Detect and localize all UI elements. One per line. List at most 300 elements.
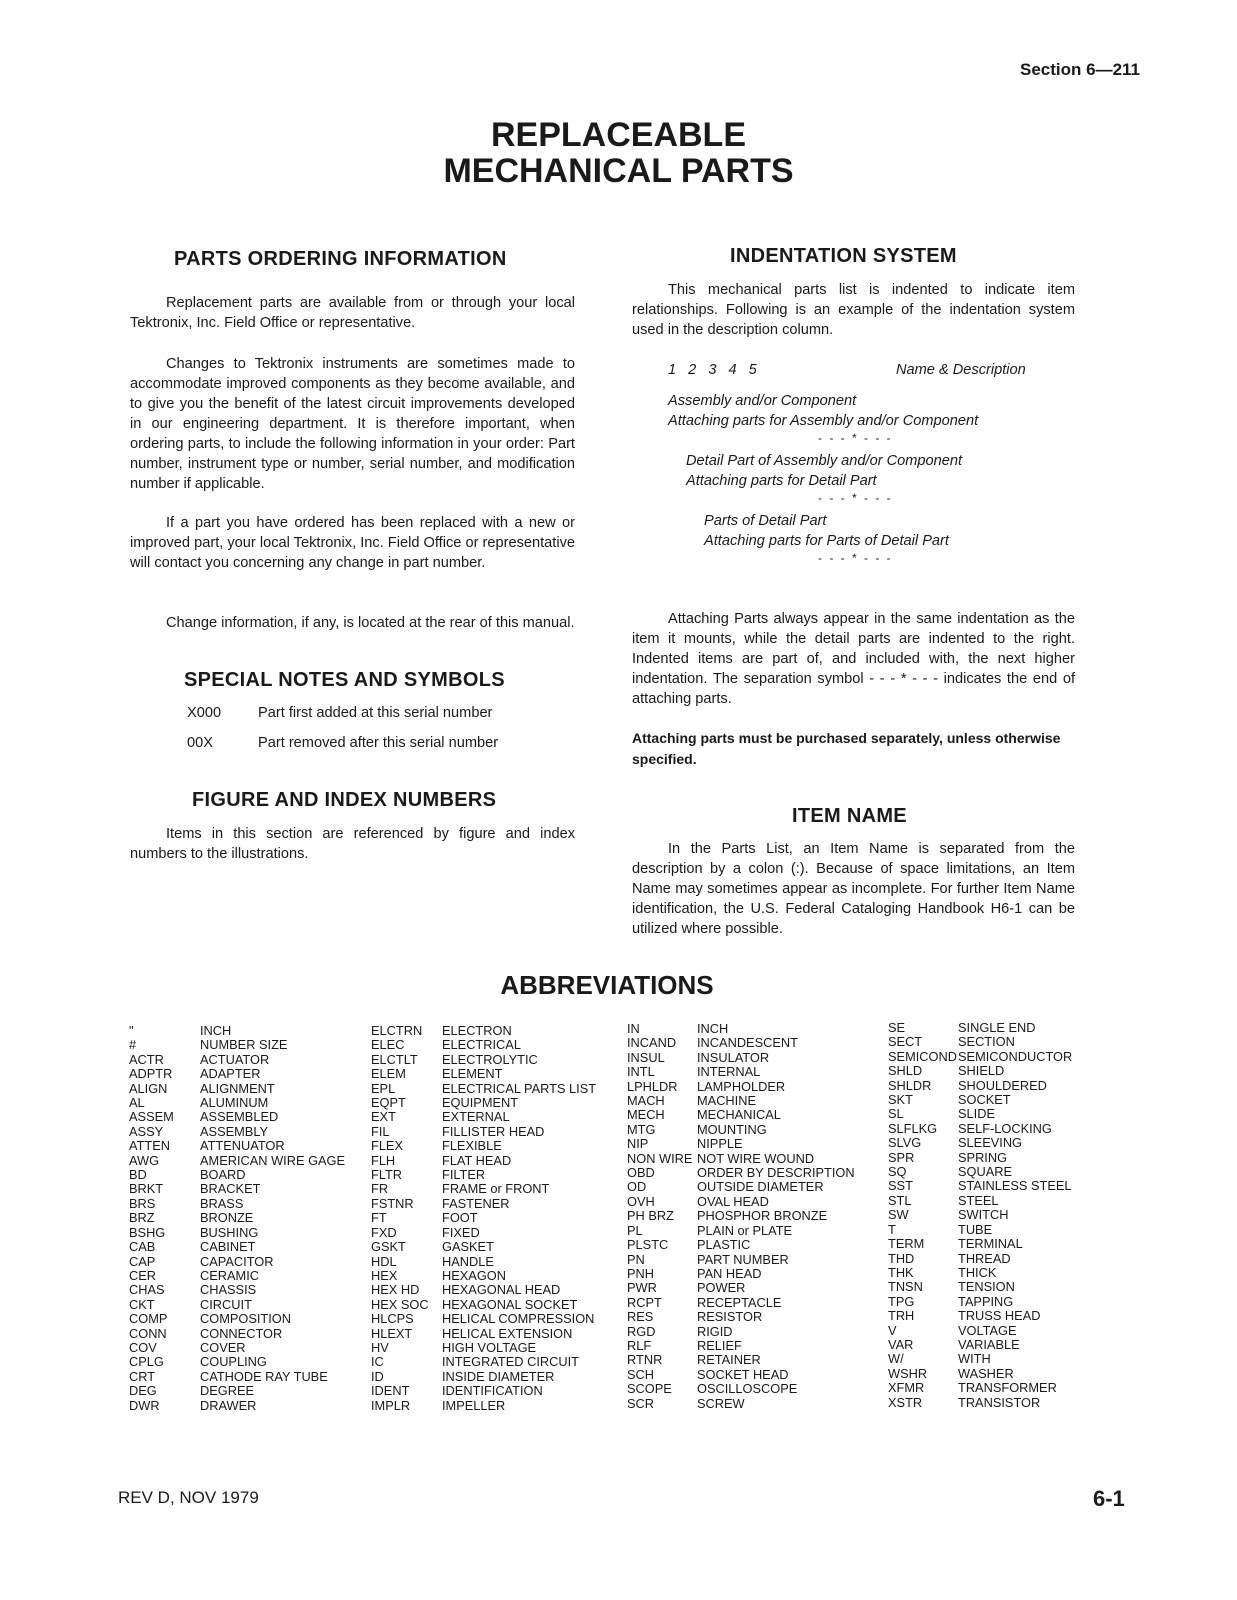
figure-index-paragraph-text: Items in this section are referenced by figure and index numbers to the illustrations.: [130, 826, 575, 862]
abbreviation-row: [371, 1240, 596, 1254]
abbreviation-meaning: INCH: [697, 1021, 729, 1036]
abbreviation-meaning: TRANSFORMER: [958, 1380, 1057, 1396]
abbreviation-row: [627, 1195, 855, 1209]
abbreviation-row: [371, 1341, 596, 1355]
abbreviation-code: ELEM: [371, 1066, 406, 1082]
abbreviation-code: ELCTLT: [371, 1051, 418, 1067]
abbreviation-meaning: SQUARE: [958, 1164, 1013, 1180]
page-number: 6-1: [1093, 1486, 1125, 1511]
abbreviation-row: [888, 1309, 1072, 1323]
abbreviation-row: [129, 1053, 345, 1067]
abbreviation-row: [129, 1341, 345, 1355]
abbreviation-meaning: MECHANICAL: [697, 1107, 781, 1123]
abbreviation-code: EPL: [371, 1080, 396, 1096]
abbreviation-meaning: CATHODE RAY TUBE: [200, 1368, 328, 1384]
abbreviations-column-1: [129, 1024, 345, 1413]
abbreviation-meaning: BUSHING: [200, 1224, 259, 1240]
abbreviation-meaning: HEXAGONAL SOCKET: [442, 1296, 578, 1312]
abbreviation-code: SKT: [888, 1092, 913, 1108]
abbreviation-code: BRZ: [129, 1210, 155, 1226]
abbreviation-meaning: DRAWER: [200, 1397, 257, 1413]
abbreviation-meaning: INTERNAL: [697, 1064, 761, 1080]
abbreviation-code: FLH: [371, 1152, 396, 1168]
abbreviation-code: IDENT: [371, 1383, 410, 1399]
abbreviation-meaning: TUBE: [958, 1221, 993, 1237]
abbreviation-meaning: CERAMIC: [200, 1267, 260, 1283]
parts-ordering-paragraph-3: [130, 513, 575, 573]
abbreviation-code: GSKT: [371, 1239, 406, 1255]
abbreviation-code: FLTR: [371, 1167, 403, 1183]
abbreviation-code: FIL: [371, 1123, 390, 1139]
abbreviation-row: [129, 1355, 345, 1369]
abbreviation-meaning: ALIGNMENT: [200, 1080, 275, 1096]
abbreviation-row: [627, 1022, 855, 1036]
abbreviation-row: [627, 1296, 855, 1310]
indent-example-line: Attaching parts for Parts of Detail Part: [704, 533, 949, 549]
abbreviation-row: [627, 1094, 855, 1108]
parts-ordering-paragraph-2: [130, 354, 575, 494]
abbreviation-row: [371, 1182, 596, 1196]
special-notes-heading: SPECIAL NOTES AND SYMBOLS: [184, 669, 505, 691]
abbreviation-code: INTL: [627, 1064, 655, 1080]
abbreviation-code: DWR: [129, 1397, 160, 1413]
abbreviation-row: [129, 1168, 345, 1182]
abbreviation-meaning: FOOT: [442, 1210, 478, 1226]
abbreviation-code: BD: [129, 1167, 147, 1183]
abbreviation-code: SCR: [627, 1395, 655, 1411]
abbreviation-code: CHAS: [129, 1282, 165, 1298]
indent-example-line: Assembly and/or Component: [668, 393, 857, 409]
abbreviation-row: [371, 1139, 596, 1153]
abbreviation-row: [627, 1325, 855, 1339]
abbreviation-code: #: [129, 1037, 137, 1053]
abbreviation-code: MECH: [627, 1107, 665, 1123]
abbreviation-row: [371, 1399, 596, 1413]
abbreviation-row: [888, 1324, 1072, 1338]
abbreviation-meaning: ATTENUATOR: [200, 1138, 285, 1154]
abbreviation-code: IN: [627, 1021, 640, 1036]
abbreviation-code: HLEXT: [371, 1325, 413, 1341]
abbreviation-row: [627, 1065, 855, 1079]
abbreviation-meaning: WASHER: [958, 1365, 1014, 1381]
abbreviation-row: [371, 1096, 596, 1110]
abbreviation-code: ASSY: [129, 1123, 164, 1139]
indentation-paragraph-2: [632, 609, 1075, 709]
abbreviation-row: [129, 1024, 345, 1038]
parts-ordering-paragraph-1: [130, 293, 575, 333]
abbreviation-meaning: EQUIPMENT: [442, 1095, 519, 1111]
abbreviation-row: [129, 1283, 345, 1297]
abbreviation-code: ELEC: [371, 1037, 405, 1053]
abbreviation-meaning: SHIELD: [958, 1063, 1005, 1079]
abbreviation-meaning: SOCKET HEAD: [697, 1366, 789, 1382]
abbreviation-meaning: BRONZE: [200, 1210, 254, 1226]
abbreviation-meaning: PLASTIC: [697, 1237, 751, 1253]
abbreviation-code: NON WIRE: [627, 1150, 693, 1166]
abbreviation-code: ID: [371, 1368, 384, 1384]
abbreviation-code: ASSEM: [129, 1109, 174, 1125]
item-name-paragraph: [632, 839, 1075, 939]
indentation-heading: INDENTATION SYSTEM: [730, 245, 957, 267]
indentation-paragraph-2-text: Attaching Parts always appear in the same indentation as the item it mounts, while the detail parts are indented to the right. Indented items are part of, and included with, the next higher indentation. The separation symbol - - - * - - - indicates the end of attaching parts.: [632, 611, 1075, 707]
parts-ordering-paragraph-4-text: Change information, if any, is located at the rear of this manual.: [166, 615, 575, 631]
abbreviation-code: CRT: [129, 1368, 156, 1384]
abbreviation-code: BSHG: [129, 1224, 166, 1240]
abbreviation-row: [129, 1067, 345, 1081]
abbreviation-code: OBD: [627, 1165, 655, 1181]
abbreviation-meaning: ASSEMBLED: [200, 1109, 279, 1125]
abbreviation-meaning: HIGH VOLTAGE: [442, 1339, 537, 1355]
abbreviation-meaning: ASSEMBLY: [200, 1123, 269, 1139]
abbreviation-code: ADPTR: [129, 1066, 173, 1082]
abbreviation-meaning: RECEPTACLE: [697, 1294, 782, 1310]
abbreviation-row: [888, 1295, 1072, 1309]
abbreviation-meaning: OUTSIDE DIAMETER: [697, 1179, 824, 1195]
abbreviation-code: SL: [888, 1106, 904, 1122]
indentation-paragraph-1: [632, 280, 1075, 340]
abbreviation-code: PN: [627, 1251, 645, 1267]
abbreviation-row: [627, 1051, 855, 1065]
abbreviation-meaning: VOLTAGE: [958, 1322, 1017, 1338]
abbreviation-code: FSTNR: [371, 1195, 414, 1211]
abbreviation-code: IMPLR: [371, 1397, 411, 1413]
abbreviation-row: [371, 1038, 596, 1052]
abbreviation-row: [888, 1107, 1072, 1121]
abbreviation-row: [627, 1253, 855, 1267]
abbreviation-row: [627, 1281, 855, 1295]
abbreviation-meaning: ELECTRICAL PARTS LIST: [442, 1080, 597, 1096]
abbreviation-row: [371, 1298, 596, 1312]
abbreviation-code: CPLG: [129, 1354, 164, 1370]
separator-symbol: - - - * - - -: [818, 491, 893, 505]
abbreviation-meaning: IDENTIFICATION: [442, 1383, 543, 1399]
abbreviation-code: STL: [888, 1192, 912, 1208]
abbreviation-code: V: [888, 1322, 897, 1338]
abbreviation-meaning: RELIEF: [697, 1337, 742, 1353]
abbreviation-code: FLEX: [371, 1138, 404, 1154]
indent-example-line: Detail Part of Assembly and/or Component: [686, 453, 963, 469]
abbreviation-row: [627, 1238, 855, 1252]
symbol-description: Part removed after this serial number: [258, 735, 499, 751]
abbreviation-row: [888, 1021, 1072, 1035]
abbreviation-code: MTG: [627, 1121, 656, 1137]
abbreviation-row: [888, 1035, 1072, 1049]
section-number: Section 6—211: [1020, 60, 1141, 79]
abbreviation-code: SEMICOND: [888, 1048, 957, 1064]
abbreviation-meaning: INSIDE DIAMETER: [442, 1368, 555, 1384]
abbreviation-row: [129, 1038, 345, 1052]
abbreviation-code: SLFLKG: [888, 1120, 938, 1136]
abbreviation-code: INSUL: [627, 1049, 665, 1065]
abbreviation-meaning: INSULATOR: [697, 1049, 770, 1065]
abbreviation-meaning: TRANSISTOR: [958, 1394, 1041, 1410]
abbreviation-meaning: SLEEVING: [958, 1135, 1023, 1151]
abbreviation-meaning: THICK: [958, 1264, 997, 1280]
indent-example-line: Attaching parts for Detail Part: [686, 473, 877, 489]
figure-index-paragraph: [130, 824, 575, 864]
abbreviation-row: [371, 1154, 596, 1168]
abbreviation-code: W/: [888, 1351, 904, 1367]
symbol-description: Part first added at this serial number: [258, 705, 493, 721]
abbreviation-code: EXT: [371, 1109, 396, 1125]
abbreviation-row: [129, 1255, 345, 1269]
abbreviation-code: WSHR: [888, 1365, 928, 1381]
abbreviation-meaning: ADAPTER: [200, 1066, 261, 1082]
abbreviation-row: [129, 1269, 345, 1283]
abbreviation-code: MACH: [627, 1093, 665, 1109]
abbreviation-row: [371, 1327, 596, 1341]
abbreviation-row: [129, 1312, 345, 1326]
abbreviation-meaning: TENSION: [958, 1279, 1015, 1295]
abbreviation-meaning: SPRING: [958, 1149, 1008, 1165]
abbreviation-meaning: ELECTRICAL: [442, 1037, 521, 1053]
abbreviation-meaning: CIRCUIT: [200, 1296, 252, 1312]
abbreviation-meaning: THREAD: [958, 1250, 1011, 1266]
indentation-paragraph-1-text: This mechanical parts list is indented to indicate item relationships. Following is an example of the indentation system used in the description column.: [632, 282, 1075, 338]
abbreviation-meaning: BRASS: [200, 1195, 244, 1211]
abbreviation-row: [627, 1080, 855, 1094]
abbreviation-code: DEG: [129, 1383, 157, 1399]
abbreviation-row: [888, 1367, 1072, 1381]
abbreviation-meaning: COVER: [200, 1339, 246, 1355]
abbreviation-row: [627, 1224, 855, 1238]
abbreviation-code: CONN: [129, 1325, 167, 1341]
abbreviation-meaning: HEXAGON: [442, 1267, 506, 1283]
abbreviation-meaning: RETAINER: [697, 1352, 761, 1368]
abbreviation-meaning: IMPELLER: [442, 1397, 506, 1413]
abbreviation-row: [888, 1122, 1072, 1136]
abbreviation-code: COV: [129, 1339, 157, 1355]
abbreviation-row: [129, 1125, 345, 1139]
abbreviation-code: EQPT: [371, 1095, 406, 1111]
abbreviation-code: CKT: [129, 1296, 155, 1312]
abbreviation-meaning: SLIDE: [958, 1106, 995, 1122]
attaching-parts-note: Attaching parts must be purchased separately, unless otherwise specified.: [632, 730, 1061, 767]
abbreviation-row: [627, 1209, 855, 1223]
abbreviation-row: [627, 1137, 855, 1151]
indent-example-line: Attaching parts for Assembly and/or Component: [668, 413, 979, 429]
abbreviation-row: [888, 1237, 1072, 1251]
abbreviation-code: SHLD: [888, 1063, 923, 1079]
abbreviation-code: CAP: [129, 1253, 156, 1269]
abbreviation-meaning: NUMBER SIZE: [200, 1037, 288, 1053]
abbreviation-code: AL: [129, 1095, 145, 1111]
abbreviation-row: [371, 1053, 596, 1067]
indent-level-numbers: 1 2 3 4 5: [668, 362, 761, 378]
parts-ordering-paragraph-4: [130, 613, 575, 633]
abbreviation-row: [888, 1064, 1072, 1078]
abbreviation-row: [888, 1396, 1072, 1410]
abbreviation-meaning: FILTER: [442, 1167, 486, 1183]
abbreviation-meaning: CABINET: [200, 1239, 256, 1255]
abbreviation-code: HEX SOC: [371, 1296, 429, 1312]
abbreviation-code: PLSTC: [627, 1237, 669, 1253]
abbreviation-code: RTNR: [627, 1352, 663, 1368]
abbreviation-row: [627, 1152, 855, 1166]
abbreviation-row: [888, 1338, 1072, 1352]
abbreviation-meaning: ELEMENT: [442, 1066, 503, 1082]
abbreviation-meaning: OSCILLOSCOPE: [697, 1381, 798, 1397]
abbreviation-code: RLF: [627, 1337, 652, 1353]
abbreviation-meaning: FRAME or FRONT: [442, 1181, 550, 1197]
abbreviation-code: OD: [627, 1179, 647, 1195]
abbreviation-row: [371, 1226, 596, 1240]
abbreviation-row: [888, 1179, 1072, 1193]
abbreviation-code: OVH: [627, 1193, 655, 1209]
abbreviation-row: [371, 1384, 596, 1398]
page-title-line1: REPLACEABLE: [490, 116, 747, 154]
abbreviation-code: TPG: [888, 1293, 915, 1309]
abbreviation-meaning: ORDER BY DESCRIPTION: [697, 1165, 855, 1181]
abbreviation-meaning: FILLISTER HEAD: [442, 1123, 545, 1139]
abbreviation-row: [888, 1136, 1072, 1150]
abbreviation-row: [627, 1123, 855, 1137]
abbreviation-code: ALIGN: [129, 1080, 168, 1096]
abbreviation-meaning: PHOSPHOR BRONZE: [697, 1208, 828, 1224]
abbreviation-code: BRS: [129, 1195, 156, 1211]
abbreviation-row: [627, 1368, 855, 1382]
abbreviation-row: [371, 1355, 596, 1369]
abbreviation-meaning: FLAT HEAD: [442, 1152, 512, 1168]
abbreviation-row: [371, 1283, 596, 1297]
abbreviation-row: [371, 1370, 596, 1384]
page-title-line2: MECHANICAL PARTS: [443, 152, 794, 190]
abbreviation-code: INCAND: [627, 1035, 677, 1051]
abbreviation-meaning: ELECTROLYTIC: [442, 1051, 538, 1067]
abbreviation-code: FXD: [371, 1224, 397, 1240]
abbreviation-meaning: CONNECTOR: [200, 1325, 283, 1341]
parts-ordering-paragraph-3-text: If a part you have ordered has been replaced with a new or improved part, your local Tektronix, Inc. Field Office or representative will contact you concerning any change in part number.: [130, 515, 575, 571]
abbreviation-code: XFMR: [888, 1380, 925, 1396]
abbreviation-meaning: STEEL: [958, 1192, 999, 1208]
symbol-code: 00X: [187, 735, 213, 751]
abbreviation-row: [888, 1194, 1072, 1208]
abbreviation-code: HV: [371, 1339, 389, 1355]
abbreviation-code: HLCPS: [371, 1311, 414, 1327]
abbreviation-meaning: WITH: [958, 1351, 991, 1367]
abbreviation-row: [627, 1166, 855, 1180]
abbreviation-meaning: POWER: [697, 1280, 746, 1296]
abbreviation-meaning: INCANDESCENT: [697, 1035, 798, 1051]
abbreviation-meaning: TRUSS HEAD: [958, 1308, 1041, 1324]
indent-example-line: Parts of Detail Part: [704, 513, 827, 529]
item-name-paragraph-text: In the Parts List, an Item Name is separated from the description by a colon (:). Because of space limitations, an Item Name may sometimes appear as incomplete. For further Item Name identification, the U.S. Federal Cataloging Handbook H6-1 can be utilized where possible.: [632, 841, 1075, 937]
abbreviation-meaning: FLEXIBLE: [442, 1138, 502, 1154]
item-name-heading: ITEM NAME: [792, 805, 907, 827]
abbreviation-row: [371, 1312, 596, 1326]
abbreviation-row: [129, 1211, 345, 1225]
abbreviation-code: SCH: [627, 1366, 655, 1382]
abbreviation-row: [888, 1280, 1072, 1294]
abbreviation-meaning: BOARD: [200, 1167, 246, 1183]
abbreviation-code: SLVG: [888, 1135, 922, 1151]
abbreviation-code: ": [129, 1023, 134, 1038]
abbreviation-row: [129, 1110, 345, 1124]
abbreviation-row: [888, 1151, 1072, 1165]
abbreviation-code: CER: [129, 1267, 157, 1283]
abbreviation-code: TERM: [888, 1236, 925, 1252]
abbreviation-meaning: TERMINAL: [958, 1236, 1023, 1252]
abbreviation-meaning: BRACKET: [200, 1181, 261, 1197]
abbreviation-code: BRKT: [129, 1181, 164, 1197]
abbreviation-code: COMP: [129, 1311, 168, 1327]
abbreviation-row: [129, 1240, 345, 1254]
abbreviation-row: [371, 1269, 596, 1283]
abbreviation-code: HEX: [371, 1267, 398, 1283]
abbreviation-meaning: SINGLE END: [958, 1020, 1036, 1035]
abbreviation-row: [627, 1180, 855, 1194]
abbreviation-row: [888, 1223, 1072, 1237]
abbreviation-meaning: NIPPLE: [697, 1136, 743, 1152]
abbreviation-meaning: PLAIN or PLATE: [697, 1222, 793, 1238]
abbreviation-row: [888, 1266, 1072, 1280]
abbreviation-meaning: NOT WIRE WOUND: [697, 1150, 815, 1166]
abbreviation-code: RES: [627, 1309, 654, 1325]
abbreviation-meaning: INTEGRATED CIRCUIT: [442, 1354, 579, 1370]
abbreviation-row: [627, 1036, 855, 1050]
abbreviation-meaning: SWITCH: [958, 1207, 1009, 1223]
abbreviation-code: VAR: [888, 1336, 914, 1352]
abbreviation-meaning: ALUMINUM: [200, 1095, 269, 1111]
abbreviation-row: [129, 1154, 345, 1168]
parts-ordering-paragraph-2-text: Changes to Tektronix instruments are sometimes made to accommodate improved components as they become available, and to give you the benefit of the latest circuit improvements developed in our engineering department. It is therefore important, when ordering parts, to include the following information in your order: Part number, instrument type or number, serial number, and modification number if applicable.: [130, 356, 575, 492]
abbreviation-code: THK: [888, 1264, 914, 1280]
abbreviation-code: SQ: [888, 1164, 907, 1180]
abbreviation-code: ACTR: [129, 1051, 164, 1067]
abbreviation-meaning: AMERICAN WIRE GAGE: [200, 1152, 346, 1168]
abbreviation-code: HEX HD: [371, 1282, 420, 1298]
abbreviation-meaning: FASTENER: [442, 1195, 510, 1211]
abbreviation-meaning: SHOULDERED: [958, 1077, 1047, 1093]
abbreviation-meaning: SECTION: [958, 1034, 1015, 1050]
abbreviation-code: NIP: [627, 1136, 649, 1152]
abbreviation-code: IC: [371, 1354, 384, 1370]
abbreviation-code: XSTR: [888, 1394, 923, 1410]
abbreviations-column-3: [627, 1022, 855, 1411]
abbreviation-row: [627, 1353, 855, 1367]
abbreviation-row: [888, 1165, 1072, 1179]
abbreviation-code: HDL: [371, 1253, 397, 1269]
abbreviation-row: [129, 1182, 345, 1196]
abbreviation-row: [371, 1067, 596, 1081]
abbreviation-row: [129, 1327, 345, 1341]
abbreviation-code: T: [888, 1221, 896, 1237]
abbreviation-row: [627, 1397, 855, 1411]
abbreviation-row: [371, 1211, 596, 1225]
abbreviation-row: [129, 1139, 345, 1153]
abbreviation-row: [129, 1082, 345, 1096]
abbreviation-row: [627, 1310, 855, 1324]
abbreviation-row: [371, 1255, 596, 1269]
abbreviation-code: CAB: [129, 1239, 156, 1255]
abbreviation-code: SHLDR: [888, 1077, 932, 1093]
abbreviation-row: [129, 1096, 345, 1110]
abbreviation-meaning: MOUNTING: [697, 1121, 767, 1137]
parts-ordering-paragraph-1-text: Replacement parts are available from or through your local Tektronix, Inc. Field Office or representative.: [130, 295, 575, 331]
abbreviation-meaning: HEXAGONAL HEAD: [442, 1282, 561, 1298]
abbreviation-meaning: EXTERNAL: [442, 1109, 510, 1125]
abbreviation-row: [371, 1125, 596, 1139]
abbreviation-row: [888, 1208, 1072, 1222]
abbreviation-row: [888, 1381, 1072, 1395]
abbreviation-row: [129, 1370, 345, 1384]
abbreviation-row: [129, 1399, 345, 1413]
abbreviation-code: FR: [371, 1181, 389, 1197]
abbreviation-code: SW: [888, 1207, 909, 1223]
abbreviation-code: TNSN: [888, 1279, 923, 1295]
revision-date: REV D, NOV 1979: [118, 1488, 259, 1507]
abbreviation-meaning: SCREW: [697, 1395, 745, 1411]
